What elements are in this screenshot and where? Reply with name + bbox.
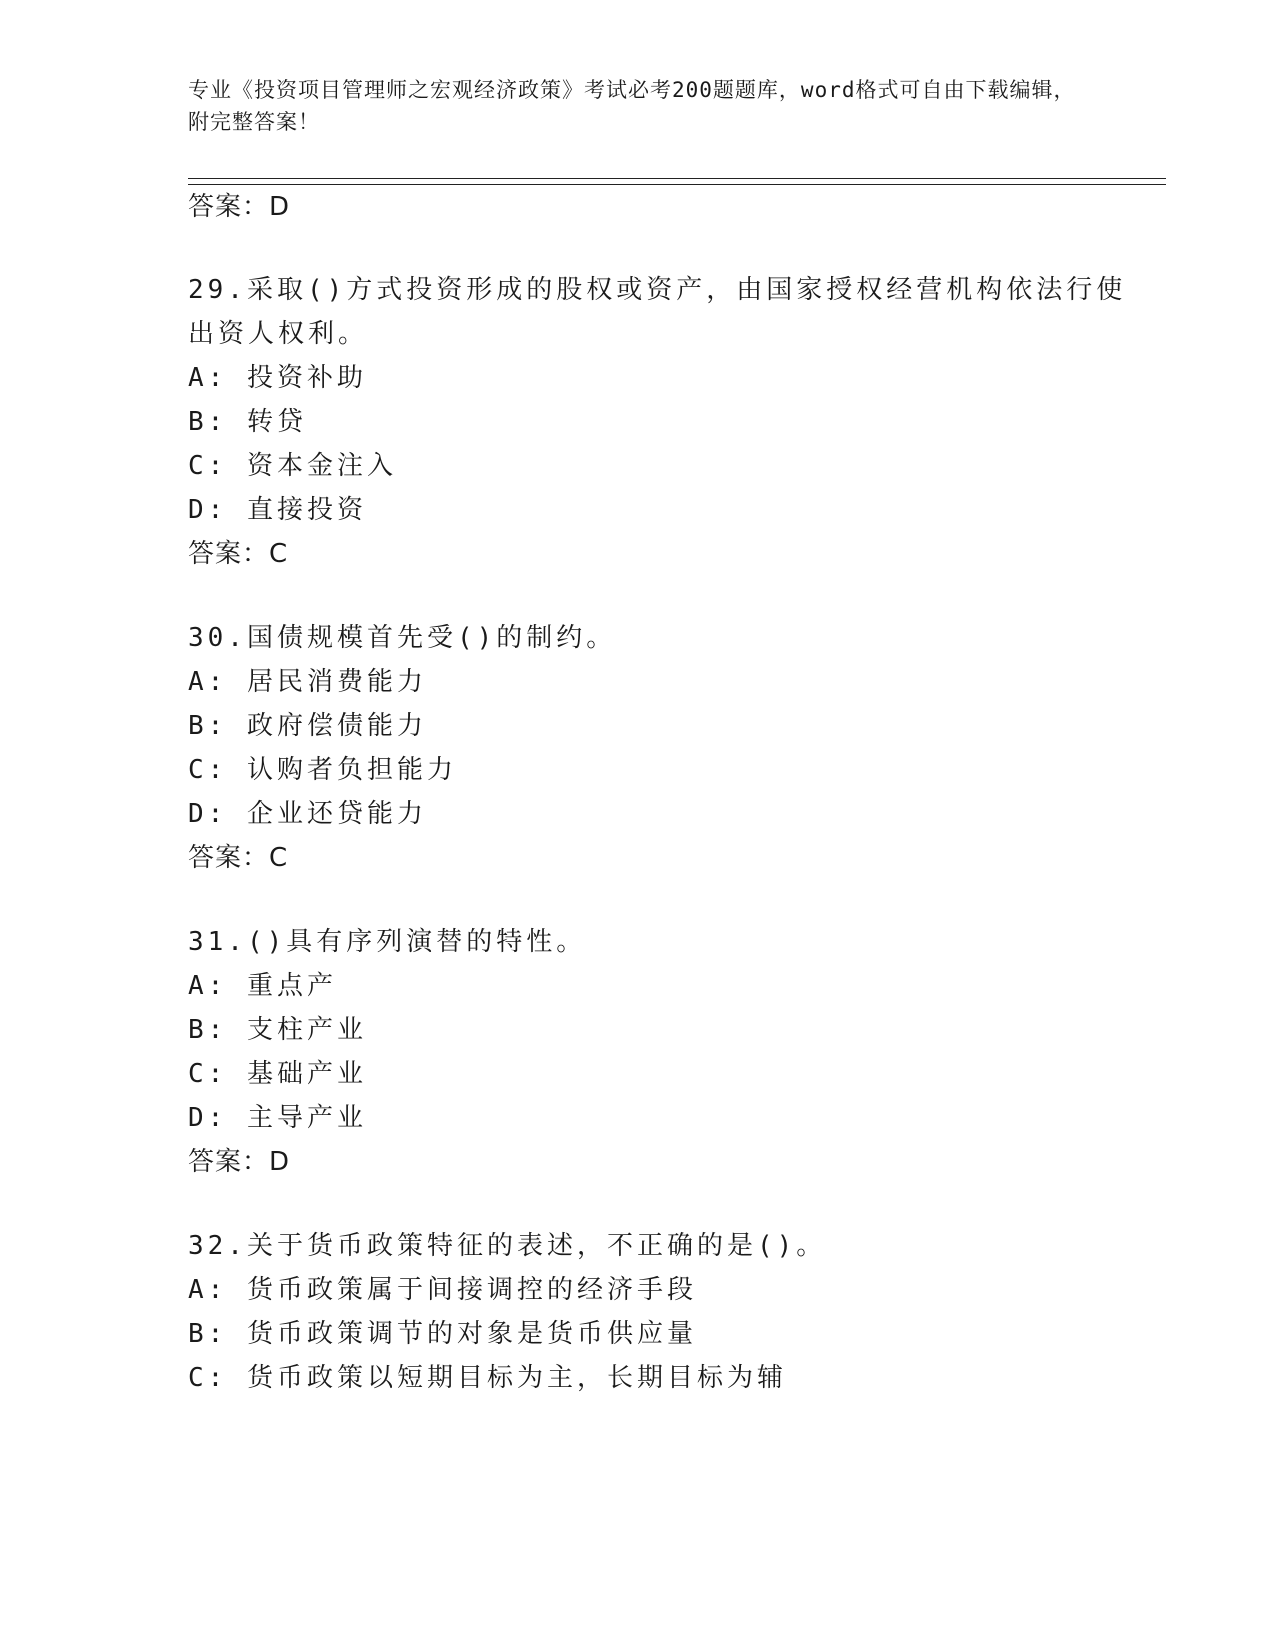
option-30-d: D: 企业还贷能力 — [188, 799, 427, 829]
question-29-line-1: 29.采取()方式投资形成的股权或资产，由国家授权经营机构依法行使 — [188, 275, 1127, 305]
question-29-line-2: 出资人权利。 — [188, 319, 369, 349]
option-29-c: C: 资本金注入 — [188, 451, 397, 481]
option-30-a: A: 居民消费能力 — [188, 667, 427, 697]
option-29-b: B: 转贷 — [188, 407, 307, 437]
option-32-c: C: 货币政策以短期目标为主，长期目标为辅 — [188, 1363, 787, 1393]
header-rule-bottom — [188, 184, 1166, 185]
option-29-d: D: 直接投资 — [188, 495, 367, 525]
question-30: 30.国债规模首先受()的制约。 — [188, 623, 617, 653]
question-32: 32.关于货币政策特征的表述，不正确的是()。 — [188, 1231, 827, 1261]
header-rule-top — [188, 178, 1166, 179]
option-32-a: A: 货币政策属于间接调控的经济手段 — [188, 1275, 697, 1305]
answer-30: 答案：C — [188, 843, 289, 873]
option-29-a: A: 投资补助 — [188, 363, 367, 393]
option-32-b: B: 货币政策调节的对象是货币供应量 — [188, 1319, 697, 1349]
answer-28: 答案：D — [188, 192, 291, 222]
option-30-c: C: 认购者负担能力 — [188, 755, 457, 785]
document-header: 专业《投资项目管理师之宏观经济政策》考试必考200题题库，word格式可自由下载编辑，附完整答案！ — [188, 78, 1076, 134]
option-31-d: D: 主导产业 — [188, 1103, 367, 1133]
answer-31: 答案：D — [188, 1147, 291, 1177]
question-31: 31.()具有序列演替的特性。 — [188, 927, 587, 957]
option-31-c: C: 基础产业 — [188, 1059, 367, 1089]
answer-29: 答案：C — [188, 539, 289, 569]
option-30-b: B: 政府偿债能力 — [188, 711, 427, 741]
option-31-a: A: 重点产 — [188, 971, 337, 1001]
option-31-b: B: 支柱产业 — [188, 1015, 367, 1045]
